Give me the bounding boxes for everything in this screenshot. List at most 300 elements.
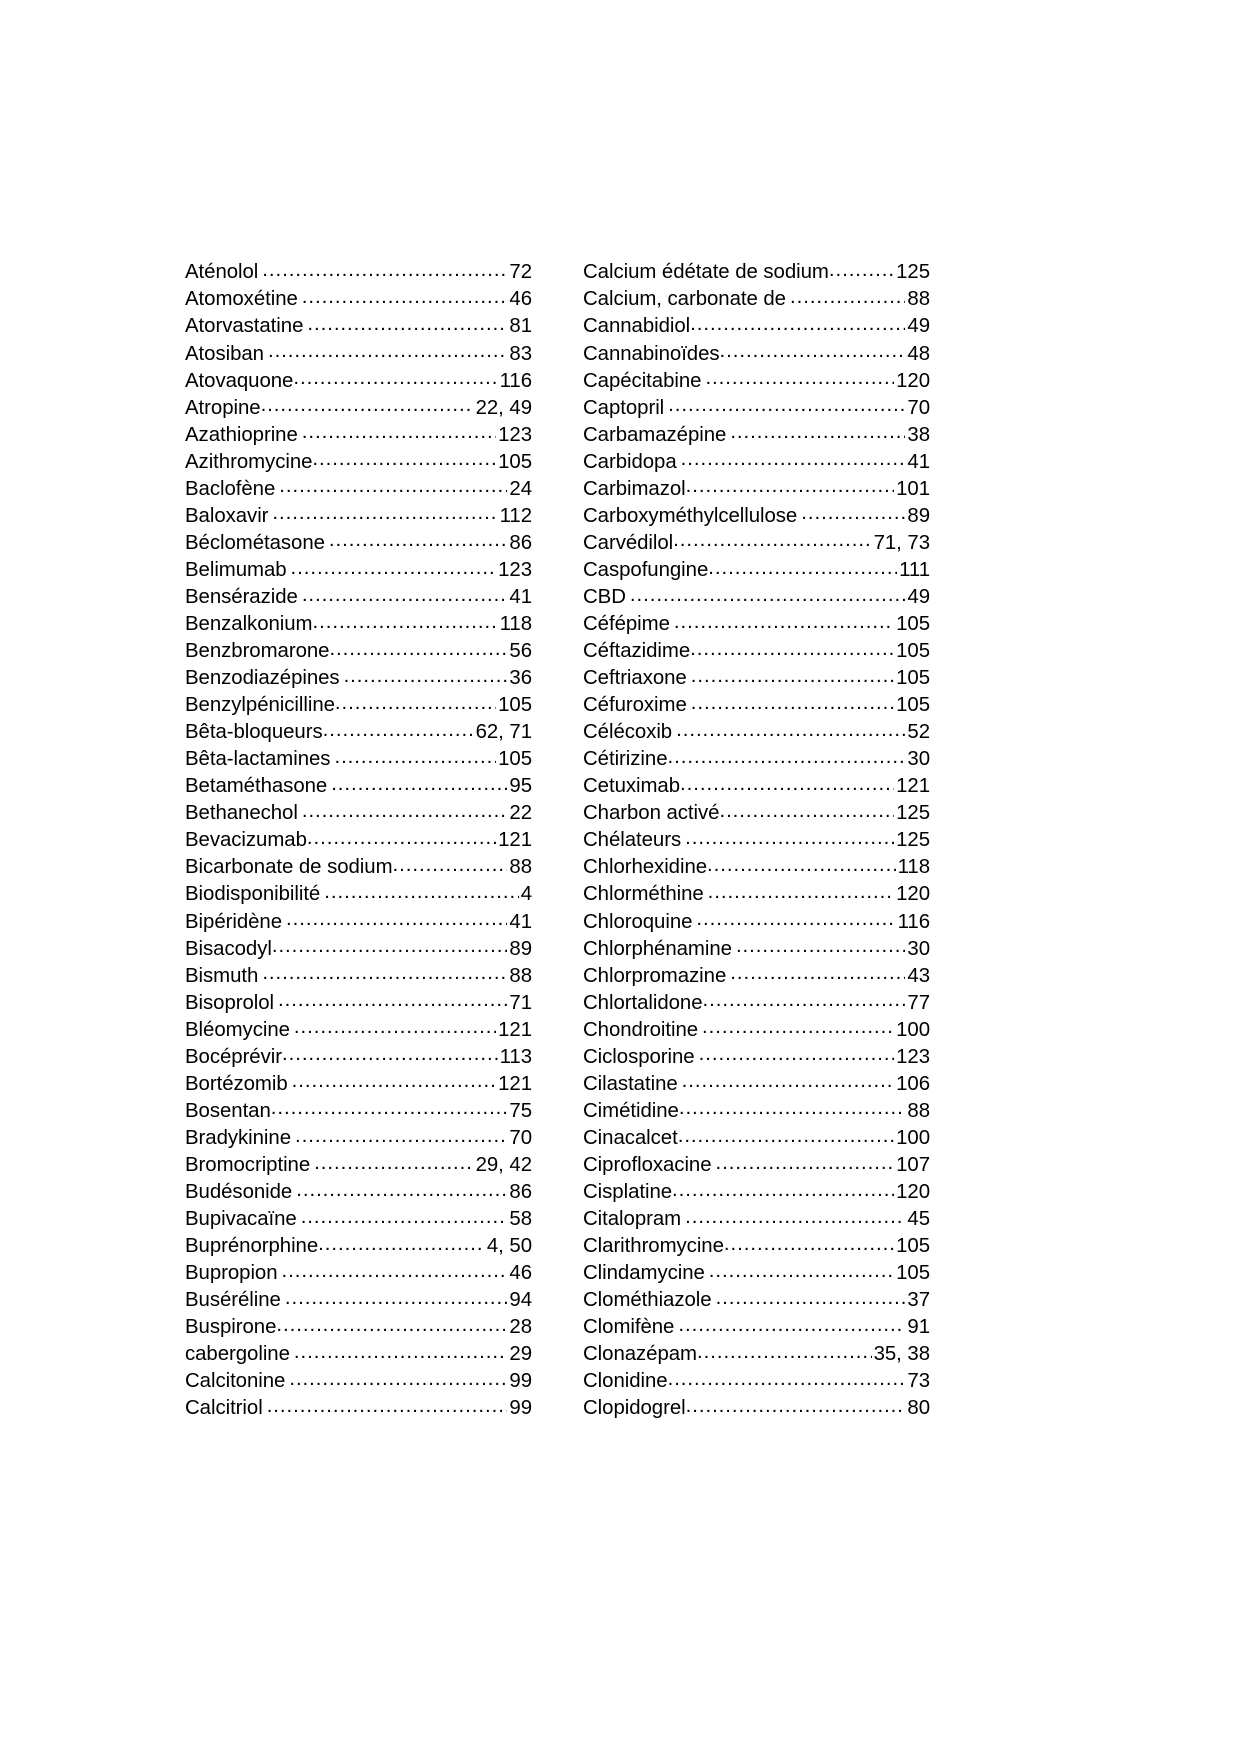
index-entry-term: Capécitabine [583, 369, 702, 392]
dot-leader [294, 1340, 508, 1360]
index-entry-page: 43 [907, 964, 930, 987]
index-entry-term: Chondroitine [583, 1018, 699, 1041]
index-entry-term: Buprénorphine [185, 1235, 319, 1258]
dot-leader [312, 610, 497, 630]
index-entry-page: 105 [896, 667, 930, 690]
index-entry [583, 1286, 930, 1313]
dot-leader [324, 880, 518, 900]
index-entry [185, 1394, 532, 1421]
index-entry-page: 4, 50 [486, 1235, 532, 1258]
dot-leader [279, 474, 507, 494]
dot-leader [719, 799, 894, 819]
dot-leader [716, 1286, 906, 1306]
index-entry [583, 1042, 930, 1069]
dot-leader [801, 501, 905, 521]
index-entry-term: Calcium édétate de sodium [583, 261, 829, 284]
index-entry [185, 366, 532, 393]
index-entry-page: 120 [896, 883, 930, 906]
index-entry-page: 125 [896, 261, 930, 284]
index-entry-term: Bromocriptine [185, 1153, 311, 1176]
dot-leader [329, 637, 507, 657]
index-entry [583, 988, 930, 1015]
index-entry-term: Clarithromycine [583, 1235, 724, 1258]
dot-leader [393, 853, 508, 873]
index-entry-page: 86 [509, 531, 532, 554]
index-entry-term: Cisplatine [583, 1180, 673, 1203]
index-entry [185, 691, 532, 718]
index-entry-term: Azathioprine [185, 423, 298, 446]
index-entry-page: 116 [499, 369, 532, 392]
index-entry [583, 1394, 930, 1421]
index-entry-term: Atomoxétine [185, 288, 298, 311]
index-entry-term: Chlorhexidine [583, 856, 708, 879]
index-entry-page: 70 [509, 1126, 532, 1149]
index-entry-term: Bethanechol [185, 802, 298, 825]
dot-leader [705, 366, 894, 386]
dot-leader [696, 907, 895, 927]
index-entry [185, 1069, 532, 1096]
dot-leader [686, 1394, 906, 1414]
index-entry-term: Biodisponibilité [185, 883, 321, 906]
index-entry [583, 1340, 930, 1367]
index-entry [185, 637, 532, 664]
index-entry-term: Cimétidine [583, 1099, 679, 1122]
index-entry [583, 474, 930, 501]
index-entry [185, 1367, 532, 1394]
index-entry [583, 1151, 930, 1178]
index-entry-page: 29, 42 [475, 1153, 532, 1176]
index-entry-page: 112 [499, 504, 532, 527]
index-entry [583, 1205, 930, 1232]
index-entry-term: Chloroquine [583, 910, 693, 933]
index-entry-page: 125 [896, 802, 930, 825]
index-entry-page: 105 [896, 1262, 930, 1285]
dot-leader [334, 745, 496, 765]
index-entry [583, 880, 930, 907]
dot-leader [261, 393, 474, 413]
dot-leader [680, 772, 894, 792]
index-entry-page: 120 [896, 1180, 930, 1203]
index-entry [185, 1340, 532, 1367]
index-entry-term: Bortézomib [185, 1072, 288, 1095]
index-entry-page: 83 [509, 342, 532, 365]
index-entry [583, 1015, 930, 1042]
dot-leader [314, 1151, 473, 1171]
index-entry [583, 393, 930, 420]
index-entry [583, 907, 930, 934]
index-entry [185, 880, 532, 907]
index-entry-page: 111 [899, 558, 930, 581]
dot-leader [676, 718, 905, 738]
index-entry [583, 1178, 930, 1205]
dot-leader [278, 988, 507, 1008]
dot-leader [668, 1367, 906, 1387]
index-entry-term: Charbon activé [583, 802, 720, 825]
index-entry-term: Calcitriol [185, 1397, 263, 1420]
index-entry [583, 610, 930, 637]
index-entry-term: Calcium, carbonate de [583, 288, 786, 311]
dot-leader [720, 339, 906, 359]
index-entry-term: Bisoprolol [185, 991, 275, 1014]
index-entry [583, 285, 930, 312]
index-entry [185, 826, 532, 853]
dot-leader [267, 1394, 508, 1414]
index-entry [583, 718, 930, 745]
index-entry-term: Céfépime [583, 613, 670, 635]
index-entry-page: 88 [509, 964, 532, 987]
index-entry-page: 105 [896, 694, 930, 717]
index-entry-page: 91 [907, 1316, 930, 1339]
index-entry [583, 501, 930, 528]
index-entry [185, 1124, 532, 1151]
dot-leader [307, 312, 507, 332]
index-entry [185, 393, 532, 420]
dot-leader [679, 1096, 906, 1116]
dot-leader [630, 583, 906, 603]
index-entry-page: 105 [896, 640, 930, 663]
index-entry-term: Bêta-bloqueurs [185, 721, 323, 744]
index-entry-term: Baclofène [185, 477, 276, 500]
dot-leader [697, 1340, 872, 1360]
index-entry [185, 474, 532, 501]
index-entry-term: Clopidogrel [583, 1397, 686, 1420]
index-entry [583, 1124, 930, 1151]
index-entry-page: 72 [509, 261, 532, 284]
index-entry [185, 853, 532, 880]
dot-leader [294, 1015, 496, 1035]
dot-leader [682, 1069, 894, 1089]
index-entry [583, 826, 930, 853]
index-entry-page: 30 [907, 937, 930, 960]
index-entry-page: 118 [499, 613, 532, 635]
dot-leader [296, 1178, 507, 1198]
index-entry-page: 41 [907, 450, 930, 473]
dot-leader [262, 258, 507, 278]
index-entry-page: 105 [498, 748, 532, 771]
index-entry [583, 447, 930, 474]
index-entry-term: Cetuximab [583, 775, 681, 798]
dot-leader [272, 934, 508, 954]
index-entry-page: 77 [907, 991, 930, 1014]
index-entry [583, 961, 930, 988]
index-entry-page: 125 [896, 829, 930, 852]
index-entry [583, 934, 930, 961]
index-entry-page: 89 [907, 504, 930, 527]
index-entry-page: 46 [509, 288, 532, 311]
index-entry-term: Caspofungine [583, 558, 709, 581]
index-entry-term: Bicarbonate de sodium [185, 856, 393, 879]
index-entry-term: Ciprofloxacine [583, 1153, 712, 1176]
index-entry-page: 120 [896, 369, 930, 392]
dot-leader [331, 772, 507, 792]
index-entry-term: Céftazidime [583, 640, 691, 663]
index-entry-page: 36 [509, 667, 532, 690]
index-entry [583, 745, 930, 772]
index-entry-term: Béclométasone [185, 531, 325, 554]
index-entry-term: Cannabinoïdes [583, 342, 720, 365]
index-entry-page: 41 [509, 585, 532, 608]
dot-leader [282, 1259, 508, 1279]
index-entry-page: 24 [509, 477, 532, 500]
dot-leader [829, 258, 894, 278]
index-entry-page: 100 [896, 1126, 930, 1149]
index-entry-term: Chlorphénamine [583, 937, 732, 960]
dot-leader [685, 826, 894, 846]
index-entry-term: Bosentan [185, 1099, 271, 1122]
dot-leader [730, 420, 905, 440]
dot-leader [699, 1042, 895, 1062]
index-entry [583, 664, 930, 691]
index-entry-page: 86 [509, 1180, 532, 1203]
index-entry-term: Carbimazol [583, 477, 686, 500]
index-entry-page: 107 [896, 1153, 930, 1176]
index-entry-page: 29 [509, 1343, 532, 1366]
index-entry-term: Benzylpénicilline [185, 694, 335, 717]
dot-leader [708, 556, 897, 576]
dot-leader [268, 339, 507, 359]
dot-leader [703, 988, 906, 1008]
index-entry-term: Bevacizumab [185, 829, 307, 852]
index-entry [583, 799, 930, 826]
dot-leader [690, 312, 905, 332]
index-entry-term: Ceftriaxone [583, 667, 687, 690]
index-entry [185, 907, 532, 934]
index-entry [583, 420, 930, 447]
dot-leader [668, 393, 905, 413]
index-entry-page: 28 [509, 1316, 532, 1339]
index-entry [185, 1259, 532, 1286]
index-entry-page: 106 [896, 1072, 930, 1095]
index-entry-page: 94 [509, 1289, 532, 1312]
index-entry [185, 312, 532, 339]
index-entry-term: Citalopram [583, 1208, 682, 1231]
dot-leader [736, 934, 905, 954]
index-entry-term: Célécoxib [583, 721, 673, 744]
dot-leader [292, 1069, 496, 1089]
index-entry-term: Atorvastatine [185, 315, 304, 338]
index-entry-page: 70 [907, 396, 930, 419]
index-entry-term: Budésonide [185, 1180, 293, 1203]
index-entry [583, 772, 930, 799]
index-entry [185, 583, 532, 610]
dot-leader [709, 1259, 894, 1279]
index-entry [185, 772, 532, 799]
index-entry [185, 745, 532, 772]
dot-leader [674, 610, 894, 630]
dot-leader [307, 826, 496, 846]
dot-leader [289, 1367, 507, 1387]
index-entry-page: 88 [509, 856, 532, 879]
dot-leader [678, 1124, 894, 1144]
dot-leader [318, 1232, 485, 1252]
index-entry-term: Clométhiazole [583, 1289, 712, 1312]
index-entry-term: Calcitonine [185, 1370, 286, 1393]
index-entry [185, 610, 532, 637]
dot-leader [295, 1124, 507, 1144]
index-entry-term: Benzodiazépines [185, 667, 340, 690]
dot-leader [271, 1096, 508, 1116]
index-entry-term: Cannabidiol [583, 315, 691, 338]
index-entry [185, 934, 532, 961]
index-entry-term: Clonazépam [583, 1343, 697, 1366]
dot-leader [691, 664, 894, 684]
dot-leader [302, 799, 508, 819]
index-entry-page: 113 [499, 1045, 532, 1068]
index-entry [583, 1069, 930, 1096]
index-entry-term: CBD [583, 585, 626, 608]
index-entry-term: Betaméthasone [185, 775, 328, 798]
index-entry-term: Carbamazépine [583, 423, 727, 446]
dot-leader [724, 1232, 894, 1252]
index-entry [185, 664, 532, 691]
index-entry-page: 118 [897, 856, 930, 879]
index-entry [185, 556, 532, 583]
index-entry-page: 105 [498, 694, 532, 717]
index-entry-term: Captopril [583, 396, 665, 419]
index-entry [185, 285, 532, 312]
index-entry [185, 1313, 532, 1340]
index-entry-term: Benzbromarone [185, 640, 330, 663]
dot-leader [708, 880, 894, 900]
index-entry [185, 1205, 532, 1232]
index-entry-page: 75 [509, 1099, 532, 1122]
dot-leader [293, 366, 497, 386]
index-entry [185, 961, 532, 988]
index-entry-page: 123 [498, 558, 532, 581]
index-entry [583, 853, 930, 880]
index-entry [185, 258, 532, 285]
index-entry-page: 105 [896, 613, 930, 635]
index-entry-term: Bismuth [185, 964, 259, 987]
dot-leader [312, 447, 496, 467]
index-entry-term: Aténolol [185, 261, 259, 284]
index-entry-term: Cinacalcet [583, 1126, 678, 1149]
index-entry-term: Bocéprévir [185, 1045, 282, 1068]
index-entry-term: cabergoline [185, 1343, 290, 1366]
index-entry-page: 101 [896, 477, 930, 500]
dot-leader [690, 637, 894, 657]
index-entry-page: 121 [498, 1018, 532, 1041]
dot-leader [272, 501, 497, 521]
index-entry-page: 100 [896, 1018, 930, 1041]
index-entry [185, 1042, 532, 1069]
index-entry-term: Buspirone [185, 1316, 277, 1339]
index-entry-page: 48 [907, 342, 930, 365]
dot-leader [329, 528, 508, 548]
index-entry [185, 1096, 532, 1123]
index-entry-page: 35, 38 [873, 1343, 930, 1366]
index-entry-page: 105 [498, 450, 532, 473]
index-entry-page: 88 [907, 1099, 930, 1122]
index-entry [185, 1232, 532, 1259]
index-entry-term: Bensérazide [185, 585, 298, 608]
index-entry-term: Bipéridène [185, 910, 282, 933]
index-entry-page: 81 [509, 315, 532, 338]
index-entry [185, 501, 532, 528]
index-entry-term: Clindamycine [583, 1262, 705, 1285]
dot-leader [344, 664, 508, 684]
dot-leader [672, 1178, 894, 1198]
dot-leader [707, 853, 896, 873]
index-entry-page: 56 [509, 640, 532, 663]
index-entry-page: 71, 73 [873, 531, 930, 554]
index-entry-term: Chlorpromazine [583, 964, 727, 987]
index-entry-page: 73 [907, 1370, 930, 1393]
index-entry [583, 312, 930, 339]
dot-leader [673, 528, 871, 548]
index-entry [583, 1096, 930, 1123]
index-entry-term: Baloxavir [185, 504, 269, 527]
index-entry-page: 4 [520, 883, 532, 906]
dot-leader [262, 961, 507, 981]
index-entry-page: 121 [498, 829, 532, 852]
index-entry [583, 1232, 930, 1259]
dot-leader [285, 1286, 508, 1306]
index-entry-page: 116 [897, 910, 930, 933]
dot-leader [282, 1042, 498, 1062]
dot-leader [730, 961, 905, 981]
index-entry-term: Atosiban [185, 342, 264, 365]
index-entry-page: 41 [509, 910, 532, 933]
dot-leader [686, 474, 895, 494]
index-entry [185, 447, 532, 474]
index-column-left [185, 258, 532, 1421]
dot-leader [335, 691, 496, 711]
dot-leader [681, 447, 906, 467]
index-entry [185, 339, 532, 366]
index-entry-term: Bisacodyl [185, 937, 272, 960]
index-entry [583, 366, 930, 393]
index-entry-term: Carboxyméthylcellulose [583, 504, 798, 527]
dot-leader [702, 1015, 894, 1035]
index-entry-term: Chlortalidone [583, 991, 703, 1014]
index-entry [185, 799, 532, 826]
index-entry-page: 46 [509, 1262, 532, 1285]
index-entry [185, 1286, 532, 1313]
dot-leader [286, 907, 507, 927]
index-entry-term: Carbidopa [583, 450, 677, 473]
index-entry [583, 1313, 930, 1340]
index-entry-term: Chélateurs [583, 829, 682, 852]
dot-leader [678, 1313, 905, 1333]
dot-leader [291, 556, 497, 576]
index-entry-page: 58 [509, 1208, 532, 1231]
index-entry-term: Atropine [185, 396, 261, 419]
index-entry-term: Ciclosporine [583, 1045, 695, 1068]
index-entry [583, 1367, 930, 1394]
index-entry-page: 30 [907, 748, 930, 771]
dot-leader [302, 420, 496, 440]
index-entry-term: Chlorméthine [583, 883, 704, 906]
index-entry-page: 121 [498, 1072, 532, 1095]
index-entry-page: 99 [509, 1397, 532, 1420]
index-entry-term: Bupropion [185, 1262, 278, 1285]
index-entry [583, 583, 930, 610]
index-entry-page: 105 [896, 1235, 930, 1258]
index-entry [185, 528, 532, 555]
index-entry [583, 339, 930, 366]
index-entry-term: Clomifène [583, 1316, 675, 1339]
index-entry-page: 123 [498, 423, 532, 446]
index-entry [185, 718, 532, 745]
index-entry-page: 45 [907, 1208, 930, 1231]
index-entry-page: 123 [896, 1045, 930, 1068]
index-entry [583, 637, 930, 664]
index-entry [583, 258, 930, 285]
index-entry [583, 1259, 930, 1286]
index-entry-page: 99 [509, 1370, 532, 1393]
index-entry-page: 121 [896, 775, 930, 798]
